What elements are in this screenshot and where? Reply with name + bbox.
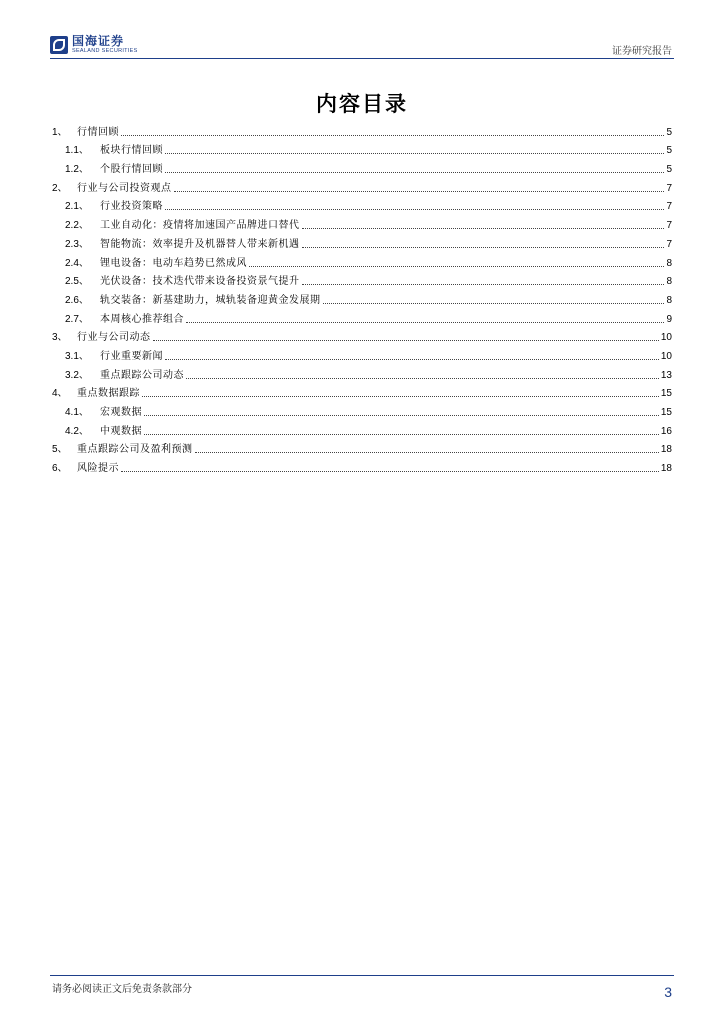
toc-entry-number: 2.7、 bbox=[65, 313, 89, 325]
toc-entry-title: 行业投资策略 bbox=[100, 201, 163, 213]
toc-entry-title: 个股行情回顾 bbox=[100, 164, 163, 176]
toc-entry-title: 板块行情回顾 bbox=[100, 145, 163, 157]
toc-leader-dots bbox=[195, 452, 659, 453]
toc-entry-page: 13 bbox=[660, 369, 672, 381]
toc-entry-page: 15 bbox=[660, 388, 672, 400]
toc-entry[interactable] bbox=[52, 307, 672, 326]
toc-entry-page: 10 bbox=[660, 332, 672, 344]
toc-entry-page: 8 bbox=[666, 276, 672, 288]
footer-divider bbox=[50, 975, 674, 976]
logo-mark-icon bbox=[50, 36, 68, 54]
toc-entry-page: 7 bbox=[666, 220, 672, 232]
toc-entry-number: 2.4、 bbox=[65, 257, 89, 269]
toc-leader-dots bbox=[153, 340, 659, 341]
toc-entry[interactable] bbox=[52, 251, 672, 270]
logo-english-name: SEALAND SECURITIES bbox=[72, 48, 138, 55]
toc-leader-dots bbox=[302, 247, 665, 248]
toc-entry-number: 6、 bbox=[52, 463, 68, 475]
toc-entry-title: 中观数据 bbox=[100, 425, 142, 437]
toc-entry[interactable] bbox=[52, 456, 672, 475]
toc-entry[interactable] bbox=[52, 400, 672, 419]
logo-chinese-name: 国海证券 bbox=[72, 34, 125, 49]
toc-entry[interactable] bbox=[52, 139, 672, 158]
toc-entry-title: 风险提示 bbox=[77, 463, 119, 475]
toc-leader-dots bbox=[323, 303, 665, 304]
toc-leader-dots bbox=[165, 172, 664, 173]
toc-entry-number: 4.2、 bbox=[65, 425, 89, 437]
toc-entry-page: 15 bbox=[660, 407, 672, 418]
table-of-contents bbox=[52, 120, 672, 475]
toc-leader-dots bbox=[142, 396, 659, 397]
toc-leader-dots bbox=[165, 209, 664, 210]
toc-entry-number: 3.1、 bbox=[65, 350, 89, 362]
toc-entry-number: 2、 bbox=[52, 182, 68, 194]
toc-entry-page: 9 bbox=[666, 313, 672, 325]
toc-entry[interactable] bbox=[52, 419, 672, 438]
toc-entry[interactable] bbox=[52, 232, 672, 251]
toc-entry[interactable] bbox=[52, 176, 672, 195]
toc-entry-title: 行业与公司投资观点 bbox=[77, 182, 172, 194]
toc-entry[interactable] bbox=[52, 270, 672, 289]
toc-entry-title: 智能物流：效率提升及机器替人带来新机遇 bbox=[100, 238, 300, 250]
toc-leader-dots bbox=[249, 266, 664, 267]
toc-leader-dots bbox=[302, 284, 665, 285]
toc-leader-dots bbox=[121, 471, 659, 472]
toc-entry-page: 18 bbox=[660, 444, 672, 456]
toc-entry-number: 1.2、 bbox=[65, 164, 89, 176]
toc-entry-number: 2.3、 bbox=[65, 238, 89, 250]
toc-entry-page: 7 bbox=[666, 238, 672, 250]
toc-entry-title: 行情回顾 bbox=[77, 126, 119, 138]
toc-entry[interactable] bbox=[52, 344, 672, 363]
toc-entry[interactable] bbox=[52, 326, 672, 345]
toc-leader-dots bbox=[186, 322, 664, 323]
toc-entry-page: 8 bbox=[666, 257, 672, 269]
toc-entry[interactable] bbox=[52, 288, 672, 307]
toc-entry-page: 8 bbox=[666, 294, 672, 306]
toc-entry-title: 轨交装备：新基建助力，城轨装备迎黄金发展期 bbox=[100, 294, 321, 306]
report-type-label: 证券研究报告 bbox=[612, 46, 672, 57]
toc-entry-number: 2.5、 bbox=[65, 276, 89, 288]
toc-leader-dots bbox=[165, 153, 664, 154]
toc-entry-number: 4.1、 bbox=[65, 407, 89, 418]
toc-entry[interactable] bbox=[52, 157, 672, 176]
toc-leader-dots bbox=[165, 359, 659, 360]
toc-entry-page: 16 bbox=[660, 425, 672, 437]
toc-leader-dots bbox=[144, 415, 659, 416]
toc-entry[interactable] bbox=[52, 195, 672, 214]
toc-entry-title: 锂电设备：电动车趋势已然成风 bbox=[100, 257, 247, 269]
toc-entry-page: 18 bbox=[660, 463, 672, 475]
page-header bbox=[50, 32, 674, 58]
toc-title: 内容目录 bbox=[316, 92, 408, 116]
toc-entry[interactable] bbox=[52, 363, 672, 382]
toc-entry-page: 5 bbox=[666, 145, 672, 157]
toc-entry-title: 行业重要新闻 bbox=[100, 350, 163, 362]
toc-entry-title: 重点数据跟踪 bbox=[77, 388, 140, 400]
toc-entry-page: 7 bbox=[666, 201, 672, 213]
toc-entry[interactable] bbox=[52, 382, 672, 401]
toc-entry-title: 宏观数据 bbox=[100, 407, 142, 418]
toc-entry-page: 7 bbox=[666, 182, 672, 194]
page-number: 3 bbox=[664, 984, 672, 1000]
toc-leader-dots bbox=[174, 191, 665, 192]
toc-leader-dots bbox=[186, 378, 659, 379]
toc-entry-title: 重点跟踪公司动态 bbox=[100, 369, 184, 381]
toc-entry-number: 1、 bbox=[52, 126, 68, 138]
toc-leader-dots bbox=[121, 135, 664, 136]
header-divider bbox=[50, 58, 674, 59]
toc-entry-number: 5、 bbox=[52, 444, 68, 456]
toc-entry-title: 光伏设备：技术迭代带来设备投资景气提升 bbox=[100, 276, 300, 288]
toc-entry-title: 重点跟踪公司及盈利预测 bbox=[77, 444, 193, 456]
toc-entry-page: 5 bbox=[666, 126, 672, 138]
toc-entry[interactable] bbox=[52, 120, 672, 139]
toc-entry-number: 3.2、 bbox=[65, 369, 89, 381]
toc-entry-number: 2.1、 bbox=[65, 201, 89, 213]
disclaimer-note: 请务必阅读正文后免责条款部分 bbox=[52, 984, 192, 995]
toc-entry-number: 2.2、 bbox=[65, 220, 89, 232]
toc-entry-page: 10 bbox=[660, 350, 672, 362]
company-logo bbox=[50, 32, 138, 58]
toc-entry-title: 行业与公司动态 bbox=[77, 332, 151, 344]
toc-leader-dots bbox=[302, 228, 665, 229]
toc-entry-page: 5 bbox=[666, 164, 672, 176]
toc-leader-dots bbox=[144, 434, 659, 435]
toc-entry-number: 3、 bbox=[52, 332, 68, 344]
toc-entry[interactable] bbox=[52, 213, 672, 232]
toc-entry-title: 本周核心推荐组合 bbox=[100, 313, 184, 325]
toc-entry[interactable] bbox=[52, 438, 672, 457]
toc-entry-number: 1.1、 bbox=[65, 145, 89, 157]
toc-entry-number: 2.6、 bbox=[65, 294, 89, 306]
toc-entry-title: 工业自动化：疫情将加速国产品牌进口替代 bbox=[100, 220, 300, 232]
toc-entry-number: 4、 bbox=[52, 388, 68, 400]
